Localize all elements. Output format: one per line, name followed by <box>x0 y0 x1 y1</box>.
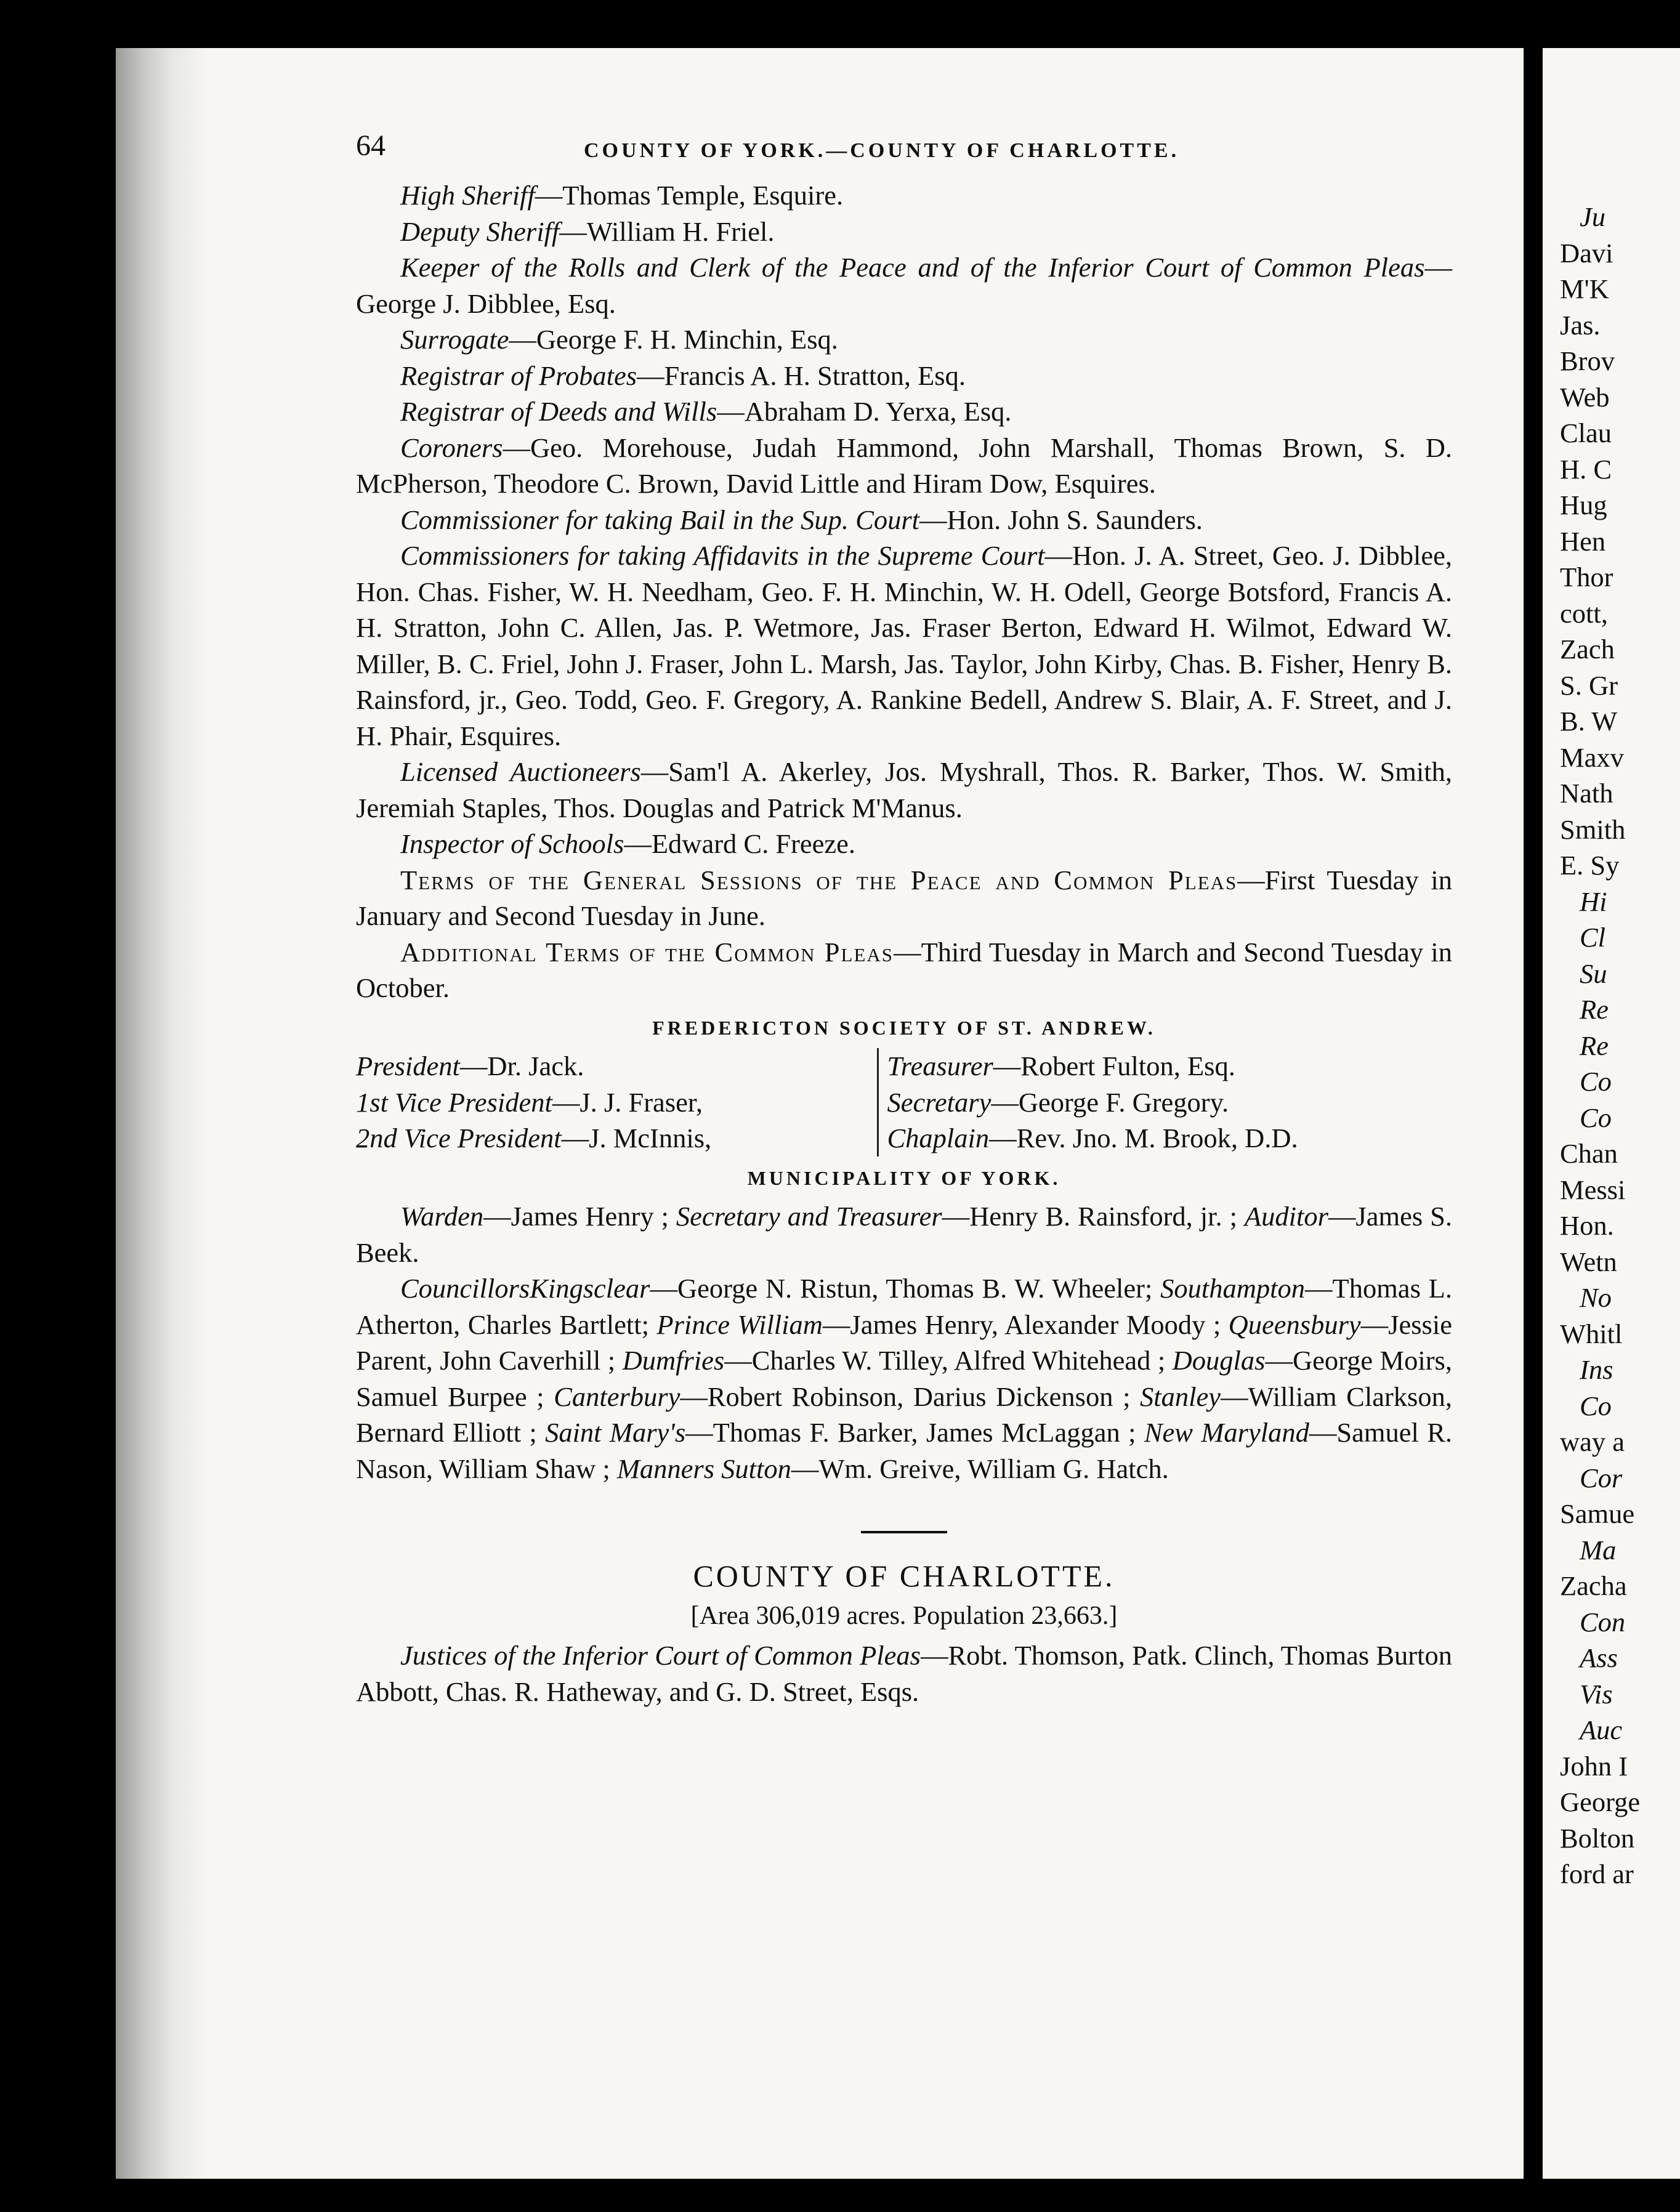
society-role: President <box>356 1051 460 1081</box>
parish-councillors: —Wm. Greive, William G. Hatch. <box>791 1453 1169 1484</box>
facing-page-line: Con <box>1580 1606 1626 1637</box>
facing-page-line: Jas. <box>1560 309 1601 341</box>
facing-page-line: Web <box>1560 381 1610 413</box>
parish-councillors: —George N. Ristun, Thomas B. W. Wheeler; <box>650 1273 1161 1304</box>
society-name: —Robert Fulton, Esq. <box>993 1051 1235 1081</box>
page-stack-edge <box>116 48 208 2179</box>
parish-list <box>356 1273 1452 1484</box>
auditor-label: Auditor <box>1244 1201 1328 1232</box>
officer-title: Deputy Sheriff <box>400 216 560 247</box>
st-andrew-right-column <box>877 1048 1453 1156</box>
facing-page-line: Hug <box>1560 490 1607 520</box>
parish-councillors: —William Clarkson, Bernard Elliott ; <box>356 1381 1452 1448</box>
officer-title: Inspector of Schools <box>400 828 624 859</box>
facing-page-line: Messi <box>1560 1174 1626 1205</box>
society-role: 2nd Vice President <box>356 1123 562 1153</box>
facing-page-line: Maxv <box>1560 741 1624 773</box>
facing-page-line: Cor <box>1580 1462 1623 1493</box>
facing-page-line: Hi <box>1580 886 1607 917</box>
facing-page-line: Ma <box>1580 1534 1617 1565</box>
justices-text: —Robt. Thomson, Patk. Clinch, Thomas Burton Abbott, Chas. R. Hatheway, and G. D. Street, Esqs. <box>356 1640 1452 1707</box>
officer-title: Coroners <box>400 432 503 463</box>
parish-councillors: —Jessie Parent, John Caverhill ; <box>356 1309 1452 1376</box>
facing-page-line: Thor <box>1560 562 1613 592</box>
society-role: Secretary <box>887 1086 991 1118</box>
society-role: 1st Vice President <box>356 1086 552 1118</box>
society-officer <box>356 1048 877 1084</box>
officer-entry <box>356 177 1452 214</box>
facing-page-line: Cl <box>1580 922 1606 953</box>
parish-councillors: —James Henry, Alexander Moody ; <box>822 1309 1229 1340</box>
auditor-text: —James S. Beek. <box>356 1201 1453 1268</box>
parish-name: Prince William <box>656 1309 823 1340</box>
facing-page-line: Wetn <box>1560 1246 1617 1277</box>
facing-page-line: Co <box>1580 1066 1612 1097</box>
officer-title: Registrar of Deeds and Wills <box>400 396 717 427</box>
facing-page-line: Zach <box>1560 634 1615 664</box>
facing-page-line: Hon. <box>1560 1210 1614 1241</box>
secretary-treasurer-text: —Henry B. Rainsford, jr. ; <box>942 1201 1245 1232</box>
officer-names: —Abraham D. Yerxa, Esq. <box>717 396 1012 427</box>
officer-entry <box>356 826 1452 862</box>
page-header <box>356 128 1452 177</box>
st-andrew-officers <box>356 1048 1452 1156</box>
society-officer <box>887 1048 1453 1084</box>
society-officer <box>887 1084 1453 1121</box>
parish-councillors: —Samuel R. Nason, William Shaw ; <box>356 1417 1453 1484</box>
society-name: —Dr. Jack. <box>459 1051 584 1081</box>
warden-text: —James Henry ; <box>483 1201 676 1232</box>
charlotte-justices <box>356 1637 1452 1709</box>
parish-name: New Maryland <box>1144 1417 1309 1448</box>
facing-page-line: Samue <box>1560 1498 1635 1529</box>
parish-councillors: —Charles W. Tilley, Alfred Whitehead ; <box>724 1345 1173 1376</box>
parish-name: Canterbury <box>554 1381 680 1412</box>
society-role: Chaplain <box>887 1123 990 1153</box>
officer-entry <box>356 358 1452 394</box>
charlotte-area: [Area 306,019 acres. Population 23,663.] <box>690 1601 1118 1630</box>
term-dates: —First Tuesday in January and Second Tuesday in June. <box>356 864 1452 931</box>
parish-name: Stanley <box>1140 1381 1221 1412</box>
facing-page-line: Smith <box>1560 813 1626 845</box>
parish-councillors: —Robert Robinson, Darius Dickenson ; <box>680 1381 1141 1412</box>
officer-names: —William H. Friel. <box>559 216 775 247</box>
officer-title: High Sheriff <box>400 180 535 211</box>
parish-name: Manners Sutton <box>616 1453 791 1484</box>
secretary-treasurer-label: Secretary and Treasurer <box>676 1201 942 1232</box>
officer-entry <box>356 754 1452 826</box>
justices-label: Justices of the Inferior Court of Common Pleas <box>400 1640 921 1671</box>
facing-page-line: John I <box>1560 1750 1628 1782</box>
parish-councillors: —Thomas F. Barker, James McLaggan ; <box>685 1417 1144 1448</box>
officer-names: —Sam'l A. Akerley, Jos. Myshrall, Thos. R. Barker, Thos. W. Smith, Jeremiah Staples, Thos. Douglas and Patrick M'Manus. <box>356 756 1452 823</box>
facing-page-line: Re <box>1580 994 1609 1025</box>
councillors-label: Councillors <box>400 1273 530 1304</box>
facing-page-line: Su <box>1580 958 1607 989</box>
officer-title: Keeper of the Rolls and Clerk of the Peace and of the Inferior Court of Common Pleas <box>400 252 1425 283</box>
facing-page-line: cott, <box>1560 597 1608 629</box>
page-content <box>356 128 1452 1709</box>
officer-names: —Hon. John S. Saunders. <box>919 504 1203 535</box>
term-heading: Terms of the General Sessions of the Peace and Common Pleas <box>400 864 1238 895</box>
officer-names: —Francis A. H. Stratton, Esq. <box>637 360 966 391</box>
officer-entry <box>356 394 1452 430</box>
section-divider <box>861 1531 947 1533</box>
facing-page-line: B. W <box>1560 706 1618 737</box>
running-head: COUNTY OF YORK.—COUNTY OF CHARLOTTE. <box>584 139 1180 162</box>
officer-names: —Edward C. Freeze. <box>624 828 856 859</box>
facing-page-line: Re <box>1580 1030 1609 1061</box>
facing-page-line: E. Sy <box>1560 850 1620 881</box>
officer-names: —Hon. J. A. Street, Geo. J. Dibblee, Hon. Chas. Fisher, W. H. Needham, Geo. F. H. Minchin, W. H. Odell, George Botsford, Francis A. H. Stratton, John C. Allen, Jas. P. Wetmore, Jas. Fraser Berton, Edward H. Wilmot, Edward W. Miller, B. C. Friel, John J. Fraser, John L. Marsh, Jas. Taylor, John Kirby, Chas. B. Fisher, Henry B. Rainsford, jr., Geo. Todd, Geo. F. Gregory, A. Rankine Bedell, Andrew S. Blair, A. F. Street, and J. H. Phair, Esquires. <box>356 540 1452 751</box>
st-andrew-title: FREDERICTON SOCIETY OF ST. ANDREW. <box>652 1016 1156 1039</box>
facing-page-line: M'K <box>1560 273 1609 304</box>
facing-page-line: Brov <box>1560 345 1615 376</box>
facing-page-line: way a <box>1560 1426 1625 1457</box>
parish-name: Southampton <box>1160 1273 1306 1304</box>
facing-page-line: H. C <box>1560 453 1612 485</box>
officer-names: —George F. H. Minchin, Esq. <box>509 324 838 355</box>
officer-names: —Geo. Morehouse, Judah Hammond, John Marshall, Thomas Brown, S. D. McPherson, Theodore C. Brown, David Little and Hiram Dow, Esquires. <box>356 432 1452 499</box>
facing-page-line: George <box>1560 1786 1641 1817</box>
page-number: 64 <box>356 129 386 162</box>
councillors-entry <box>356 1270 1452 1487</box>
facing-page-line: Vis <box>1580 1678 1613 1709</box>
term-dates: —Third Tuesday in March and Second Tuesday in October. <box>356 936 1452 1003</box>
parish-name: Douglas <box>1172 1345 1266 1376</box>
parish-name: Queensbury <box>1228 1309 1361 1340</box>
facing-page-line: Auc <box>1580 1714 1623 1745</box>
municipality-officers <box>356 1198 1452 1270</box>
facing-page-line: Whitl <box>1560 1318 1623 1349</box>
society-name: —J. J. Fraser, <box>552 1086 703 1118</box>
parish-councillors: —Thomas L. Atherton, Charles Bartlett; <box>356 1273 1452 1340</box>
officer-title: Licensed Auctioneers <box>400 756 641 787</box>
officer-entry <box>356 502 1452 538</box>
society-name: —J. McInnis, <box>561 1123 712 1153</box>
facing-page-line: Ju <box>1580 201 1606 232</box>
term-heading: Additional Terms of the Common Pleas <box>400 936 894 967</box>
facing-page-line: Zacha <box>1560 1570 1627 1601</box>
municipality-title: MUNICIPALITY OF YORK. <box>747 1166 1061 1189</box>
parish-name: Dumfries <box>622 1345 725 1376</box>
warden-label: Warden <box>400 1201 484 1232</box>
officer-entry <box>356 538 1452 754</box>
facing-page-line: Ass <box>1580 1642 1618 1673</box>
society-officer <box>887 1120 1453 1156</box>
society-name: —George F. Gregory. <box>991 1086 1229 1118</box>
society-officer <box>356 1120 877 1156</box>
society-name: —Rev. Jno. M. Brook, D.D. <box>989 1123 1298 1153</box>
officer-title: Registrar of Probates <box>400 360 637 391</box>
officer-title: Commissioners for taking Affidavits in the Supreme Court <box>400 540 1045 571</box>
officer-entry <box>356 321 1452 358</box>
society-role: Treasurer <box>887 1051 993 1081</box>
officer-title: Surrogate <box>400 324 509 355</box>
facing-page-line: Hen <box>1560 525 1606 557</box>
term-entry <box>356 862 1452 934</box>
facing-page-line: No <box>1580 1282 1612 1313</box>
court-terms-list <box>356 862 1452 1006</box>
facing-page-line: Nath <box>1560 778 1613 809</box>
officer-entry <box>356 430 1452 502</box>
facing-page-line: Ins <box>1580 1354 1613 1385</box>
parish-councillors: —George Moirs, Samuel Burpee ; <box>356 1345 1452 1412</box>
facing-page-line: Co <box>1580 1390 1612 1421</box>
charlotte-title: COUNTY OF CHARLOTTE. <box>693 1559 1115 1593</box>
facing-page-line: Chan <box>1560 1138 1618 1169</box>
officer-title: Commissioner for taking Bail in the Sup. Court <box>400 504 920 535</box>
officer-names: —George J. Dibblee, Esq. <box>356 252 1452 319</box>
york-officers-list <box>356 177 1452 862</box>
parish-name: Saint Mary's <box>545 1417 686 1448</box>
facing-page-line: Clau <box>1560 418 1612 448</box>
facing-page-line: Co <box>1580 1102 1612 1133</box>
st-andrew-left-column <box>356 1048 877 1156</box>
facing-page-line: ford ar <box>1560 1859 1634 1889</box>
facing-page-line: Davi <box>1560 237 1613 268</box>
officer-entry <box>356 214 1452 250</box>
society-officer <box>356 1084 877 1121</box>
term-entry <box>356 934 1452 1006</box>
officer-names: —Thomas Temple, Esquire. <box>535 180 844 211</box>
facing-page-fragment <box>1543 48 1680 2179</box>
officer-entry <box>356 249 1452 321</box>
parish-name: Kingsclear <box>530 1273 650 1304</box>
facing-page-line: S. Gr <box>1560 669 1618 701</box>
facing-page-line: Bolton <box>1560 1822 1635 1854</box>
